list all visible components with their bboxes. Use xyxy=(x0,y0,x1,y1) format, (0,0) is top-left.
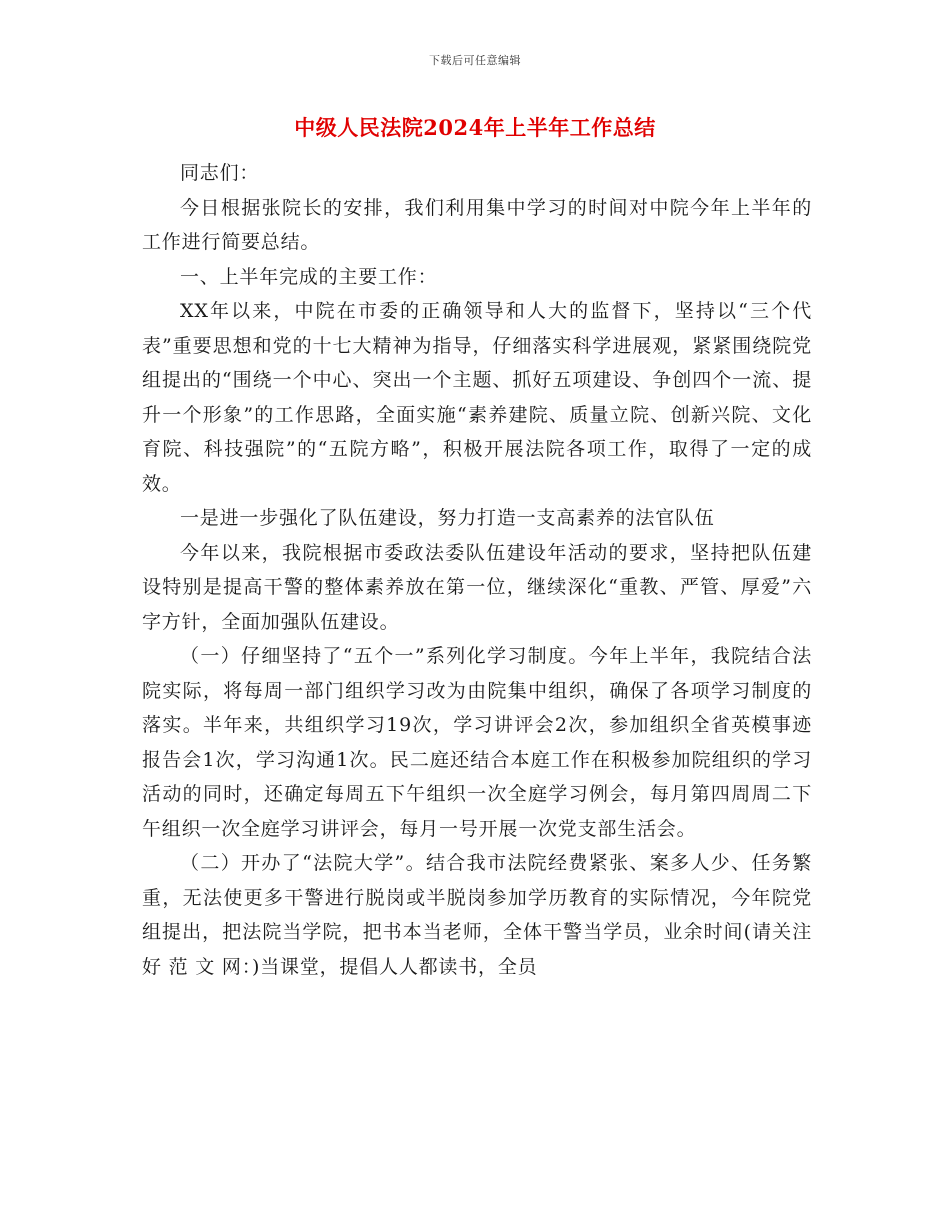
subheading-team-building: 一是进一步强化了队伍建设，努力打造一支高素养的法官队伍 xyxy=(180,507,715,529)
paragraph-intro: 今日根据张院长的安排，我们利用集中学习的时间对中院今年上半年的工作进行简要总结。 xyxy=(142,196,812,253)
document-title: 中级人民法院2024年上半年工作总结 xyxy=(294,115,656,140)
paragraph-overview: XX年以来，中院在市委的正确领导和人大的监督下，坚持以“三个代表”重要思想和党的十七大精神为指导，仔细落实科学进展观，紧紧围绕院党组提出的“围绕一个中心、突出一个主题、抓好五项建设、争创四个一流、提升一个形象”的工作思路，全面实施“素养建院、质量立院、创新兴院、文化育院、科技强院”的“五院方略”，积极开展法院各项工作，取得了一定的成效。 xyxy=(142,300,812,495)
document-body xyxy=(142,156,812,984)
paragraph-team-building: 今年以来，我院根据市委政法委队伍建设年活动的要求，坚持把队伍建设特别是提高干警的整体素养放在第一位，继续深化“重教、严管、厚爱”六字方针，全面加强队伍建设。 xyxy=(142,541,812,633)
header-note: 下载后可任意编辑 xyxy=(429,54,521,67)
paragraph-salutation: 同志们： xyxy=(180,162,260,184)
paragraph-study-system: （一）仔细坚持了“五个一”系列化学习制度。今年上半年，我院结合法院实际，将每周一部门组织学习改为由院集中组织，确保了各项学习制度的落实。半年来，共组织学习19次，学习讲评会2次，参加组织全省英模事迹报告会1次，学习沟通1次。民二庭还结合本庭工作在积极参加院组织的学习活动的同时，还确定每周五下午组织一次全庭学习例会，每月第四周周二下午组织一次全庭学习讲评会，每月一号开展一次党支部生活会。 xyxy=(142,645,812,840)
paragraph-court-university: （二）开办了“法院大学”。结合我市法院经费紧张、案多人少、任务繁重，无法使更多干警进行脱岗或半脱岗参加学历教育的实际情况，今年院党组提出，把法院当学院，把书本当老师，全体干警当学员，业余时间(请关注好 范 文 网：)当课堂，提倡人人都读书，全员 xyxy=(142,852,812,978)
section-heading-main-work: 一、上半年完成的主要工作： xyxy=(180,265,438,288)
